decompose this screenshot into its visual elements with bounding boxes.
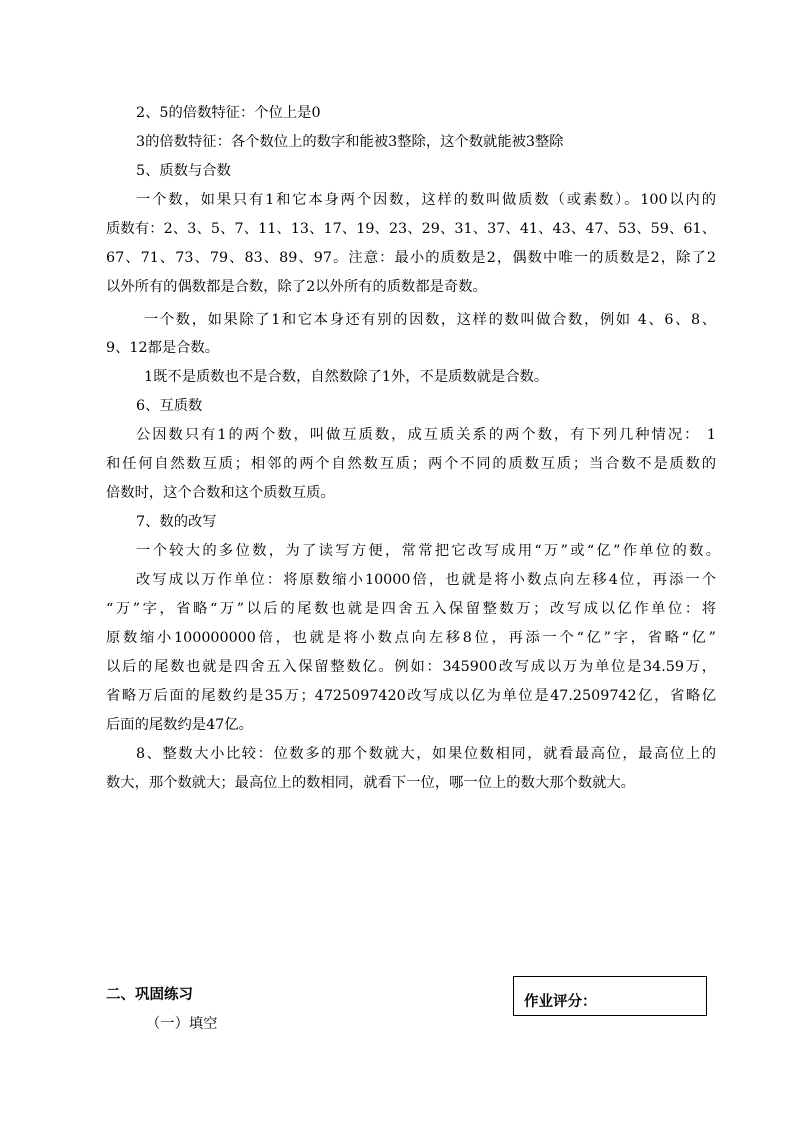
text-line: 8、整数大小比较：位数多的那个数就大，如果位数相同，就看最高位，最高位上的 [136,746,716,762]
section-heading-7: 7、数的改写 [136,514,217,530]
text-line: 数大，那个数就大；最高位上的数相同，就看下一位，哪一位上的数大那个数就大。 [106,775,635,791]
subsection-fill-blank: （一）填空 [146,1016,218,1032]
text-line: 一个数，如果除了1和它本身还有别的因数，这样的数叫做合数，例如 4、6、8、 [144,312,716,328]
text-line: 9、12都是合数。 [106,340,220,356]
text-line: 1既不是质数也不是合数，自然数除了1外，不是质数就是合数。 [144,369,549,385]
text-line: 以外所有的偶数都是合数，除了2以外所有的质数都是奇数。 [106,279,487,295]
text-line: 公因数只有1的两个数，叫做互质数，成互质关系的两个数，有下列几种情况： 1 [136,427,716,443]
text-line: 一个较大的多位数，为了读写方便，常常把它改写成用“万”或“亿”作单位的数。 [136,543,720,559]
text-line: 倍数时，这个合数和这个质数互质。 [106,485,335,501]
score-label: 作业评分： [524,994,597,1010]
section-heading-exercises: 二、巩固练习 [106,987,193,1003]
text-line: 以后的尾数也就是四舍五入保留整数亿。例如：345900改写成以万为单位是34.59万， [106,659,716,675]
text-line: 原数缩小100000000倍，也就是将小数点向左移8位，再添一个“亿”字，省略“亿” [106,630,716,646]
score-box [513,976,707,1016]
text-line: 3的倍数特征：各个数位上的数字和能被3整除，这个数就能被3整除 [136,134,564,150]
text-line: 2、5的倍数特征：个位上是0 [136,105,321,121]
text-line: 改写成以万作单位：将原数缩小10000倍，也就是将小数点向左移4位，再添一个 [136,572,716,588]
text-line: 一个数，如果只有1和它本身两个因数，这样的数叫做质数（或素数）。100以内的 [136,192,716,208]
text-line: “万”字，省略“万”以后的尾数也就是四舍五入保留整数万；改写成以亿作单位：将 [106,601,716,617]
text-line: 省略万后面的尾数约是35万；4725097420改写成以亿为单位是47.2509742亿，省略亿 [106,688,716,704]
section-heading-6: 6、互质数 [136,398,203,414]
text-line: 和任何自然数互质；相邻的两个自然数互质；两个不同的质数互质；当合数不是质数的 [106,456,716,472]
text-line: 67、71、73、79、83、89、97。注意：最小的质数是2，偶数中唯一的质数是2，除了2 [106,250,716,266]
section-heading-5: 5、质数与合数 [136,163,231,179]
text-line: 后面的尾数约是47亿。 [106,717,253,733]
text-line: 质数有：2、3、5、7、11、13、17、19、23、29、31、37、41、43、47、53、59、61、 [106,221,716,237]
